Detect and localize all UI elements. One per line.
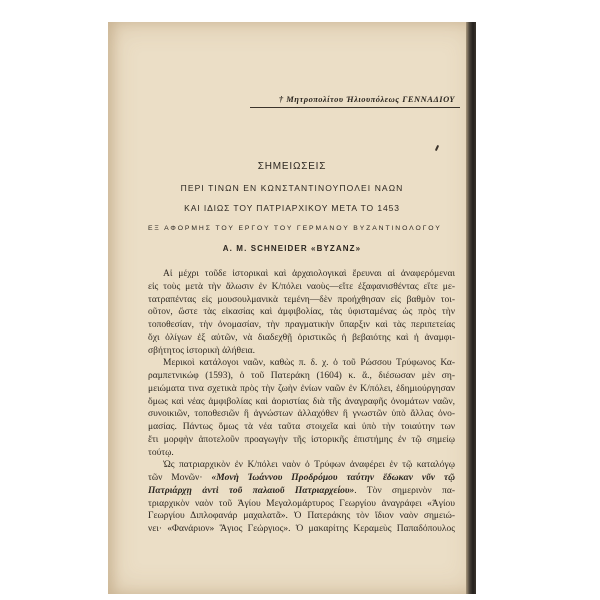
paragraph-1-line: σβήτητος ἱστορικὴ ἀλήθεια. [148, 345, 256, 356]
line-text: τῶν Μονῶν· [148, 473, 203, 483]
title-line-2: ΚΑΙ ΙΔΙΩΣ ΤΟΥ ΠΑΤΡΙΑΡΧΙΚΟΥ ΜΕΤΑ ΤΟ 1453 [184, 203, 400, 213]
paragraph-3-line [148, 472, 455, 485]
page-binding-edge [466, 22, 476, 594]
paragraph-1-line: τατραπέντας εἰς μουσουλμανικὰ τεμένη—δὲν προήχθησαν εἰς βαθμὸν τοι- [148, 294, 455, 305]
paragraph-3-line: τριαρχικὸν ναὸν τοῦ Ἁγίου Μεγαλομάρτυρος Γεωργίου ἀναγράφει «Ἁγίου [148, 498, 455, 509]
paragraph-1-line: Αἱ μέχρι τοῦδε ἱστορικαὶ καὶ ἀρχαιολογικαὶ ἔρευναι αἱ ἀναφερόμεναι [163, 269, 455, 279]
title-main: ΣΗΜΕΙΩΣΕΙΣ [257, 161, 327, 172]
body-text [148, 268, 455, 536]
running-head: † Μητροπολίτου Ἡλιουπόλεως ΓΕΝΝΑΔΙΟΥ [278, 94, 455, 104]
paragraph-2-line: ὅμως καὶ νέας ἀμφιβολίας καὶ ἀοριστίας διὰ τῆς ἀναγραφῆς ὀνομάτων ναῶν, [148, 396, 455, 407]
paragraph-1-line: ὄχι ὀλίγων ἐξ αὐτῶν, νὰ διαδεχθῇ ὁριστικῶς ἡ βεβαιότης καὶ ἡ ἀναμφι- [148, 332, 455, 343]
paragraph-1-line: τοποθεσίαν, τὴν ὀνομασίαν, τὴν πραγματικὴν ὕπαρξιν καὶ τὰς περιπετείας [148, 320, 455, 330]
title-subtitle: ΕΞ ΑΦΟΡΜΗΣ ΤΟΥ ΕΡΓΟΥ ΤΟΥ ΓΕΡΜΑΝΟΥ ΒΥΖΑΝΤΙΝΟΛΟΓΟΥ [148, 225, 442, 232]
paragraph-2-line: τούτῳ. [148, 447, 174, 458]
quoted-text-emphasis: Πατριάρχῃ ἀντὶ τοῦ παλαιοῦ Πατριαρχείου» [148, 485, 355, 496]
title-line-1: ΠΕΡΙ ΤΙΝΩΝ ΕΝ ΚΩΝΣΤΑΝΤΙΝΟΥΠΟΛΕΙ ΝΑΩΝ [180, 183, 404, 193]
title-author: A. M. SCHNEIDER «ΒΥΖΑΝΖ» [222, 244, 362, 253]
paragraph-2-line: μασίας. Πάντως ὅμως τὰ νέα ταῦτα στοιχεῖα καὶ ὑπὸ τὴν τοιαύτην των [148, 422, 455, 432]
header-rule [250, 107, 460, 108]
paragraph-2-line: συνοικιῶν, τοποθεσιῶν ἢ ἀγνώστων ἀλλαχόθεν ἢ γνωστῶν ὑπὸ ἄλλας ὀνο- [148, 409, 455, 420]
paragraph-2-line: μειώματα τινα σχετικὰ πρὸς τὴν ζωὴν ἐνίων ναῶν ἐν Κ/πόλει, ἐδημιούργησαν [148, 383, 455, 394]
paragraph-2-line: ἔτι μορφὴν ἀποτελοῦν προαγωγὴν τῆς ἱστορικῆς ἐπιστήμης ἐν τῷ σημείῳ [148, 434, 455, 445]
paragraph-3-line: Γεωργίου Διπλοφανάρ μαχαλατᾶ». Ὁ Πατεράκης τὸν ἴδιον ναὸν σημειώ- [148, 511, 455, 522]
paragraph-3-line: νει· «Φανάριον» Ἅγιος Γεώργιος». Ὁ μακαρίτης Κεραμεὺς Παπαδόπουλος [148, 524, 455, 534]
paragraph-1-line: εἰς τοὺς μετὰ τὴν ἅλωσιν ἐν Κ/πόλει ναοὺς—εἴτε ἐξαφανισθέντας εἴτε με- [148, 281, 455, 292]
line-text: . Τὸν σημερινὸν πα- [354, 485, 455, 496]
paragraph-2-line: Μερικοὶ κατάλογοι ναῶν, καθὼς π. δ. χ. ὁ τοῦ Ρώσσου Τρύφωνος Κα- [163, 358, 455, 369]
paragraph-2-line: ραμπετνικώφ (1593), ὁ τοῦ Πατεράκη (1604) κ. ἄ., διέσωσαν μὲν ση- [148, 371, 455, 381]
paragraph-3-line: Ὡς πατριαρχικὸν ἐν Κ/πόλει ναὸν ὁ Τρύφων ἀναφέρει ἐν τῷ καταλόγῳ [163, 460, 455, 471]
paragraph-1-line: οῦτον, ὥστε τὰς εἰκασίας καὶ ἀμφιβολίας, τὰς ὑφισταμένας ὡς πρὸς τὴν [148, 307, 455, 318]
paragraph-3-line [148, 485, 455, 498]
quoted-text-emphasis: «Μονὴ Ἰωάννου Προδρόμου ταύτην ἔδωκαν νῦν τῷ [211, 473, 455, 483]
